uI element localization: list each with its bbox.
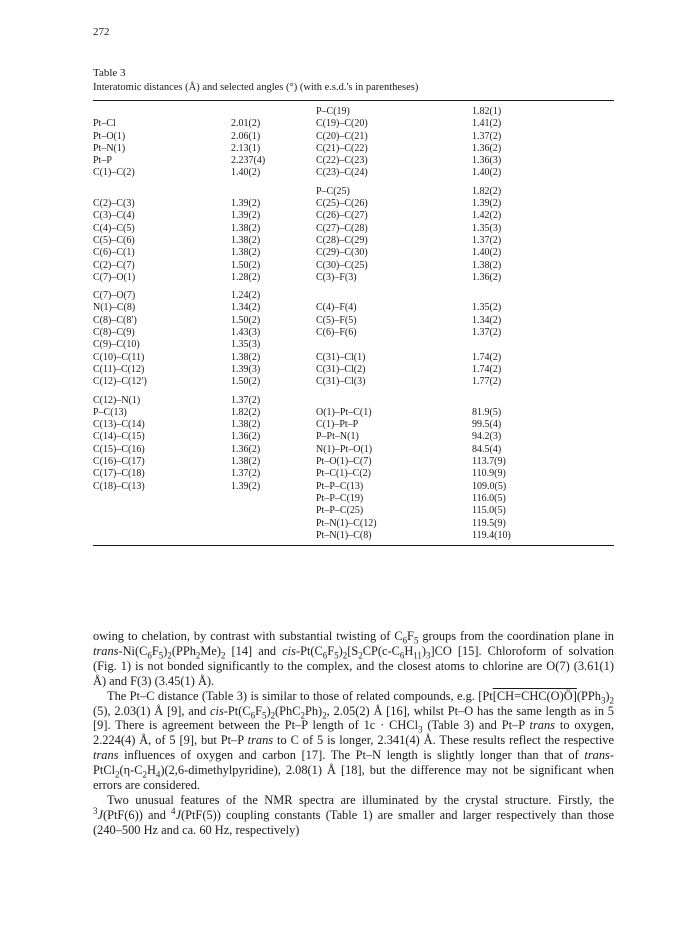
table-row [93, 235, 614, 247]
table-cell-bond-label-2: Pt–P–C(25) [316, 505, 364, 517]
table-label: Table 3 [93, 67, 126, 79]
table-row [93, 315, 614, 327]
table-cell-bond-value-2: 1.37(2) [472, 234, 502, 246]
text-run: 2 [115, 769, 120, 780]
text-run: [CH=CHC(O)Ö] [492, 688, 577, 703]
table-cell-bond-value-2: 1.36(2) [472, 271, 502, 283]
text-run: ) [338, 643, 343, 658]
table-cell-bond-label: C(8)–C(8′) [93, 314, 137, 326]
text-run: owing to chelation, by contrast with substantial twisting of C [93, 629, 403, 643]
table-cell-bond-value: 1.50(2) [231, 314, 261, 326]
table-cell-bond-label-2: Pt–P–C(13) [316, 480, 364, 492]
table-cell-bond-value: 1.37(2) [231, 394, 261, 406]
table-cell-bond-label-2: C(25)–C(26) [316, 198, 368, 210]
table-cell-bond-value-2: 81.9(5) [472, 406, 502, 418]
interatomic-distances-table [93, 106, 614, 542]
table-cell-bond-value: 1.38(2) [231, 456, 261, 468]
text-run: ) [266, 703, 271, 718]
table-cell-bond-label: C(2)–C(3) [93, 198, 135, 210]
table-cell-bond-label: P–C(13) [93, 406, 127, 418]
table-cell-bond-label-2: C(5)–F(5) [316, 314, 357, 326]
page-number: 272 [93, 26, 110, 38]
text-run: (η-C [119, 763, 143, 778]
text-run: ]CO [15]. Chloroform of solvation (Fig. 1) is not bonded significantly to the complex, and the closest atoms to chlorine are O(7) (3.61(1) Å) and F(3) (3.45(1) Å). [93, 643, 614, 688]
table-cell-bond-value-2: 1.36(3) [472, 155, 502, 167]
table-cell-bond-label-2: N(1)–Pt–O(1) [316, 443, 373, 455]
table-cell-bond-label-2 [316, 339, 472, 351]
table-cell-bond-value: 2.06(1) [231, 130, 261, 142]
text-run: 6 [402, 635, 408, 646]
table-cell-bond-label-2 [316, 395, 472, 407]
table-cell-bond-value-2: 1.35(2) [472, 302, 502, 314]
table-cell-bond-label-2: P–C(19) [316, 106, 350, 117]
table-bottom-rule [93, 545, 614, 546]
table-row [93, 407, 614, 419]
text-run: to oxygen, 2.224(4) Å, of 5 [9], but Pt–P [93, 718, 614, 748]
table-cell-bond-label-2: P–C(25) [316, 185, 350, 197]
text-run: 2 [167, 650, 172, 661]
table-cell-bond-label-2: Pt–N(1)–C(12) [316, 517, 377, 529]
table-cell-bond-value: 1.39(3) [231, 363, 261, 375]
text-run: )(2,6-dimethylpyridine), 2.08(1) Å [18], but the difference may not be significant when errors are considered. [93, 763, 614, 793]
table-cell-bond-label: C(15)–C(16) [93, 443, 145, 455]
table-cell-bond-label-2: C(31)–Cl(2) [316, 363, 366, 375]
table-cell-bond-label [93, 530, 231, 542]
table-cell-bond-label: C(5)–C(6) [93, 234, 135, 246]
table-cell-bond-value-2 [472, 290, 614, 302]
text-run: 3 [93, 805, 98, 816]
text-run: (PhC [275, 703, 301, 718]
table-row [93, 290, 614, 302]
text-run: 4 [155, 769, 161, 780]
table-cell-bond-label: Pt–P [93, 155, 112, 167]
text-run: (PtF(5)) coupling constants (Table 1) are smaller and larger respectively than those (240–500 Hz and ca. 60 Hz, respectively) [93, 807, 614, 837]
table-cell-bond-value-2: 1.41(2) [472, 118, 502, 130]
table-cell-bond-value: 1.36(2) [231, 431, 261, 443]
text-run: -Pt(C [295, 643, 323, 658]
table-cell-bond-label-2: Pt–N(1)–C(8) [316, 529, 372, 541]
table-cell-bond-label-2: C(23)–C(24) [316, 167, 368, 179]
table-cell-bond-value-2: 109.0(5) [472, 480, 507, 492]
table-cell-bond-value-2: 94.2(3) [472, 431, 502, 443]
table-row [93, 186, 614, 198]
table-cell-bond-value: 1.40(2) [231, 167, 261, 179]
text-run: F [327, 643, 335, 658]
table-cell-bond-value [231, 518, 316, 530]
text-run: -Ni(C [118, 643, 148, 658]
table-cell-bond-value: 1.38(2) [231, 234, 261, 246]
table-cell-bond-value: 1.43(3) [231, 327, 261, 339]
table-row [93, 468, 614, 480]
table-cell-bond-value: 1.50(2) [231, 376, 261, 388]
text-run: 3 [418, 724, 423, 735]
table-cell-bond-label: C(17)–C(18) [93, 468, 145, 480]
table-cell-bond-value-2: 116.0(5) [472, 492, 506, 504]
table-cell-bond-label-2: C(1)–Pt–P [316, 419, 359, 431]
table-cell-bond-label-2: Pt–C(1)–C(2) [316, 468, 371, 480]
table-cell-bond-value: 1.39(2) [231, 480, 261, 492]
table-cell-bond-value-2: 1.37(2) [472, 130, 502, 142]
table-cell-bond-label-2 [316, 290, 472, 302]
table-cell-bond-label: N(1)–C(8) [93, 302, 136, 314]
table-cell-bond-label [93, 505, 231, 517]
table-row [93, 260, 614, 272]
table-cell-bond-label: C(2)–C(7) [93, 259, 135, 271]
table-cell-bond-label: C(14)–C(15) [93, 431, 145, 443]
table-row [93, 376, 614, 388]
text-run: Ph) [304, 703, 323, 718]
table-cell-bond-value-2 [472, 339, 614, 351]
text-run: 2 [195, 650, 201, 661]
article-body [93, 629, 614, 929]
table-cell-bond-label-2: C(31)–Cl(3) [316, 376, 366, 388]
text-run: 4 [171, 805, 176, 816]
table-cell-bond-label-2: C(27)–C(28) [316, 222, 368, 234]
text-run: 6 [399, 650, 405, 661]
table-cell-bond-label: C(12)–C(12′) [93, 376, 147, 388]
table-cell-bond-label [93, 493, 231, 505]
table-cell-bond-value: 1.34(2) [231, 302, 261, 314]
table-cell-bond-label-2: C(6)–F(6) [316, 327, 357, 339]
table-cell-bond-value-2: 1.82(1) [472, 106, 502, 117]
table-row [93, 247, 614, 259]
table-caption: Interatomic distances (Å) and selected angles (°) (with e.s.d.'s in parentheses) [93, 82, 419, 93]
text-run: -Pt(C [223, 703, 251, 718]
table-row [93, 456, 614, 468]
table-cell-bond-label-2: O(1)–Pt–C(1) [316, 406, 372, 418]
table-cell-bond-value: 1.38(2) [231, 419, 261, 431]
text-run: 11 [413, 650, 422, 661]
table-row [93, 106, 614, 118]
table-row [93, 131, 614, 143]
text-run: to C of 5 is longer, 2.341(4) Å. These results reflect the respective [273, 733, 614, 748]
table-cell-bond-value: 1.36(2) [231, 443, 261, 455]
table-row [93, 481, 614, 493]
text-run: -PtCl [93, 748, 614, 778]
text-run: 2 [609, 695, 614, 706]
text-run: (PPh [576, 688, 601, 703]
table-cell-bond-value [231, 186, 316, 198]
table-cell-bond-value-2: 99.5(4) [472, 419, 502, 431]
table-cell-bond-label: C(7)–O(1) [93, 271, 136, 283]
text-run: H [404, 643, 414, 658]
table-cell-bond-value-2: 1.42(2) [472, 210, 502, 222]
text-run: 5 [158, 650, 164, 661]
text-run: Two unusual features of the NMR spectra are illuminated by the crystal structure. Firstly, the [107, 792, 614, 807]
table-cell-bond-value-2: 1.74(2) [472, 351, 502, 363]
table-cell-bond-value-2: 1.34(2) [472, 314, 502, 326]
table-cell-bond-value: 1.24(2) [231, 290, 261, 302]
text-run: influences of oxygen and carbon [17]. The Pt–N length is slightly longer than that of [118, 748, 585, 763]
text-run: 2 [358, 650, 363, 661]
table-cell-bond-label: C(12)–N(1) [93, 394, 141, 406]
table-cell-bond-label: C(7)–O(7) [93, 290, 136, 302]
text-run: Me) [200, 643, 222, 658]
text-run: trans [93, 748, 119, 763]
text-run: F [255, 703, 262, 718]
table-cell-bond-value-2: 110.9(9) [472, 468, 506, 480]
text-run: (Table 3) and Pt–P [422, 718, 530, 733]
table-cell-bond-label: C(9)–C(10) [93, 339, 140, 351]
text-run: J [97, 807, 103, 822]
table-cell-bond-value-2: 1.37(2) [472, 327, 502, 339]
table-cell-bond-value: 2.13(1) [231, 142, 261, 154]
text-run: 3 [600, 695, 606, 706]
text-run: 2 [322, 710, 327, 720]
table-cell-bond-label: C(16)–C(17) [93, 456, 145, 468]
text-run: J [175, 807, 181, 822]
table-cell-bond-label-2: C(21)–C(22) [316, 142, 368, 154]
text-run: 6 [250, 710, 256, 720]
table-cell-bond-label: Pt–O(1) [93, 130, 126, 142]
text-run: 2 [270, 710, 276, 720]
table-cell-bond-label-2: C(29)–C(30) [316, 247, 368, 259]
text-run: 3 [426, 650, 431, 661]
table-cell-bond-label: C(13)–C(14) [93, 419, 145, 431]
table-cell-bond-label: C(10)–C(11) [93, 351, 145, 363]
table-cell-bond-value [231, 505, 316, 517]
table-cell-bond-value-2: 115.0(5) [472, 505, 506, 517]
table-row [93, 327, 614, 339]
table-cell-bond-label-2: C(19)–C(20) [316, 118, 368, 130]
text-run: (PPh [171, 643, 196, 658]
table-cell-bond-value: 2.237(4) [231, 155, 266, 167]
table-cell-bond-value [231, 530, 316, 542]
table-cell-bond-label-2: P–Pt–N(1) [316, 431, 359, 443]
text-run: groups from the coordination plane in [418, 629, 614, 643]
text-run: (5), 2.03(1) Å [9], and [93, 703, 210, 718]
text-run: trans [584, 748, 610, 763]
table-cell-bond-label [93, 518, 231, 530]
table-row [93, 302, 614, 314]
table-row [93, 223, 614, 235]
text-run: 2 [342, 650, 348, 661]
table-cell-bond-value: 1.82(2) [231, 406, 261, 418]
text-run: H [146, 763, 156, 778]
table-cell-bond-value-2: 1.36(2) [472, 142, 502, 154]
text-run: F [407, 629, 414, 643]
table-cell-bond-value-2: 84.5(4) [472, 443, 502, 455]
paragraph-2 [93, 689, 614, 793]
table-row [93, 395, 614, 407]
text-run: F [151, 643, 159, 658]
table-cell-bond-value: 1.38(2) [231, 222, 261, 234]
table-row [93, 352, 614, 364]
table-row [93, 505, 614, 517]
text-run: CP(c-C [362, 643, 400, 658]
table-cell-bond-value-2: 1.38(2) [472, 259, 502, 271]
table-row [93, 493, 614, 505]
table-cell-bond-label-2: C(20)–C(21) [316, 130, 368, 142]
table-row [93, 155, 614, 167]
table-cell-bond-value: 1.28(2) [231, 271, 261, 283]
table-cell-bond-value: 1.35(3) [231, 339, 261, 351]
table-cell-bond-label: C(8)–C(9) [93, 327, 135, 339]
table-row [93, 118, 614, 130]
table-cell-bond-value: 1.37(2) [231, 468, 261, 480]
table-row [93, 419, 614, 431]
text-run: (PtF(6)) and [102, 807, 172, 822]
table-row [93, 431, 614, 443]
text-run: 5 [261, 710, 267, 720]
table-cell-bond-value-2: 1.77(2) [472, 376, 502, 388]
table-cell-bond-label-2: C(28)–C(29) [316, 234, 368, 246]
table-row [93, 167, 614, 179]
text-run: ) [163, 643, 168, 658]
table-cell-bond-label-2: Pt–P–C(19) [316, 492, 364, 504]
table-cell-bond-value-2: 1.40(2) [472, 247, 502, 259]
table-cell-bond-label: Pt–Cl [93, 118, 116, 130]
table-cell-bond-label: C(1)–C(2) [93, 167, 135, 179]
table-top-rule [93, 100, 614, 101]
table-row [93, 444, 614, 456]
table-cell-bond-label: Pt–N(1) [93, 142, 126, 154]
table-cell-bond-value-2: 119.4(10) [472, 529, 511, 541]
table-row [93, 339, 614, 351]
text-run: The Pt–C distance (Table 3) is similar to those of related compounds, e.g. [Pt [107, 688, 493, 703]
table-cell-bond-value-2: 1.74(2) [472, 363, 502, 375]
table-cell-bond-value-2: 1.39(2) [472, 198, 502, 210]
paragraph-3 [93, 793, 614, 838]
table-cell-bond-value-2: 1.40(2) [472, 167, 502, 179]
table-cell-bond-label: C(18)–C(13) [93, 480, 145, 492]
table-cell-bond-value: 1.39(2) [231, 198, 261, 210]
table-cell-bond-label [93, 106, 231, 118]
table-cell-bond-label: C(3)–C(4) [93, 210, 135, 222]
text-run: cis [282, 643, 296, 658]
text-run: ) [421, 643, 426, 658]
table-cell-bond-value: 1.50(2) [231, 259, 261, 271]
table-cell-bond-value: 1.38(2) [231, 247, 261, 259]
text-run: 2 [221, 650, 226, 661]
table-cell-bond-label [93, 186, 231, 198]
table-cell-bond-label-2: Pt–O(1)–C(7) [316, 456, 372, 468]
text-run: 2 [300, 710, 305, 720]
text-run: trans [529, 718, 556, 733]
table-cell-bond-label-2: C(31)–Cl(1) [316, 351, 366, 363]
table-row [93, 272, 614, 284]
text-run: cis [210, 703, 224, 718]
table-row [93, 530, 614, 542]
table-cell-bond-label: C(11)–C(12) [93, 363, 145, 375]
text-run: 5 [413, 635, 419, 646]
table-cell-bond-label-2: C(3)–F(3) [316, 271, 357, 283]
text-run: , 2.05(2) Å [16], whilst Pt–O has the same length as in 5 [9]. There is agreement between the Pt–P length of 1c · CHCl [93, 703, 614, 733]
table-cell-bond-label: C(4)–C(5) [93, 222, 135, 234]
table-cell-bond-value: 1.39(2) [231, 210, 261, 222]
text-run: [S [347, 643, 359, 658]
text-run: 5 [334, 650, 339, 661]
text-run: [14] and [225, 643, 283, 658]
table-cell-bond-value [231, 106, 316, 118]
table-row [93, 364, 614, 376]
table-cell-bond-label-2: C(22)–C(23) [316, 155, 368, 167]
table-row [93, 210, 614, 222]
table-cell-bond-value-2: 119.5(9) [472, 517, 506, 529]
table-cell-bond-value: 1.38(2) [231, 351, 261, 363]
text-run: ) [605, 688, 610, 703]
table-cell-bond-value-2: 1.82(2) [472, 185, 502, 197]
table-cell-bond-value-2: 113.7(9) [472, 456, 506, 468]
table-cell-bond-value-2: 1.35(3) [472, 222, 502, 234]
text-run: trans [247, 733, 274, 748]
table-cell-bond-value [231, 493, 316, 505]
text-run: 2 [142, 769, 147, 780]
text-run: 6 [147, 650, 152, 661]
text-run: trans [93, 643, 119, 658]
table-cell-bond-label-2: C(4)–F(4) [316, 302, 357, 314]
table-row [93, 143, 614, 155]
table-cell-bond-value: 2.01(2) [231, 118, 261, 130]
paragraph-1 [93, 629, 614, 689]
table-cell-bond-label-2: C(30)–C(25) [316, 259, 368, 271]
table-cell-bond-label: C(6)–C(1) [93, 247, 135, 259]
table-row [93, 198, 614, 210]
table-cell-bond-label-2: C(26)–C(27) [316, 210, 368, 222]
table-row [93, 518, 614, 530]
text-run: 6 [322, 650, 328, 661]
table-cell-bond-value-2 [472, 395, 614, 407]
